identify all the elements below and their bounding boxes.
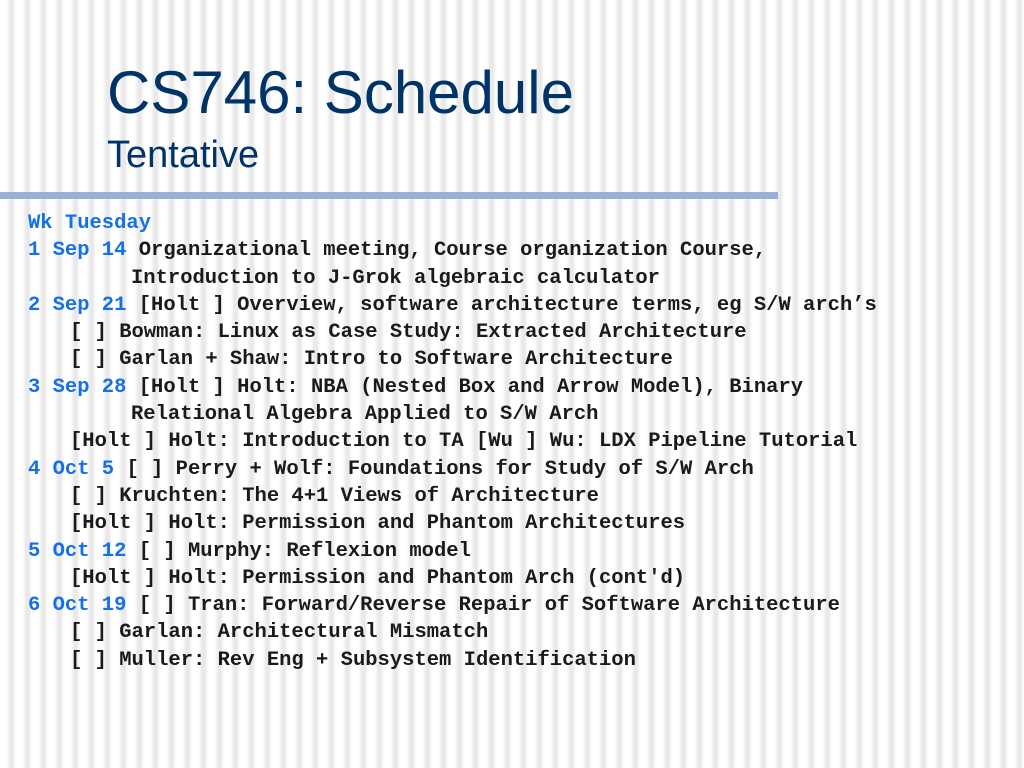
- week-item: [Holt ] Holt: Permission and Phantom Architectures: [70, 512, 686, 536]
- week-label: 2 Sep 21: [28, 293, 127, 317]
- schedule-list: [28, 210, 1018, 674]
- week-row: [28, 292, 1018, 319]
- week-label: 5 Oct 12: [28, 539, 127, 563]
- week-entry: [ ] Tran: Forward/Reverse Repair of Software Architecture: [138, 594, 840, 618]
- week-entry-continuation: Introduction to J-Grok algebraic calculator: [131, 266, 660, 290]
- week-entry: [ ] Perry + Wolf: Foundations for Study of S/W Arch: [126, 457, 754, 481]
- week-item: [Holt ] Holt: Introduction to TA [Wu ] Wu: LDX Pipeline Tutorial: [70, 430, 858, 454]
- week-label: 1 Sep 14: [28, 239, 127, 263]
- week-entry: [ ] Murphy: Reflexion model: [138, 539, 471, 563]
- week-row: [28, 456, 1018, 483]
- week-row: [28, 237, 1018, 264]
- week-item: [Holt ] Holt: Permission and Phantom Arch (cont'd): [70, 566, 686, 590]
- slide-title: CS746: Schedule: [107, 59, 574, 126]
- week-row: [28, 374, 1018, 401]
- week-entry: [Holt ] Overview, software architecture terms, eg S/W arch’s: [138, 293, 877, 317]
- week-row: [28, 538, 1018, 565]
- week-item: [ ] Garlan: Architectural Mismatch: [70, 621, 489, 645]
- title-divider: [0, 192, 778, 199]
- week-entry-continuation: Relational Algebra Applied to S/W Arch: [131, 403, 599, 427]
- week-label: 3 Sep 28: [28, 375, 127, 399]
- week-item: [ ] Garlan + Shaw: Intro to Software Architecture: [70, 348, 673, 372]
- week-entry: Organizational meeting, Course organization Course,: [138, 239, 767, 263]
- week-label: 6 Oct 19: [28, 594, 127, 618]
- week-item: [ ] Kruchten: The 4+1 Views of Architecture: [70, 484, 599, 508]
- week-entry: [Holt ] Holt: NBA (Nested Box and Arrow Model), Binary: [138, 375, 804, 399]
- week-item: [ ] Bowman: Linux as Case Study: Extracted Architecture: [70, 321, 747, 345]
- week-label: 4 Oct 5: [28, 457, 115, 481]
- schedule-header: Wk Tuesday: [28, 212, 152, 235]
- week-item: [ ] Muller: Rev Eng + Subsystem Identification: [70, 648, 636, 672]
- slide-subtitle: Tentative: [107, 134, 260, 176]
- week-row: [28, 592, 1018, 619]
